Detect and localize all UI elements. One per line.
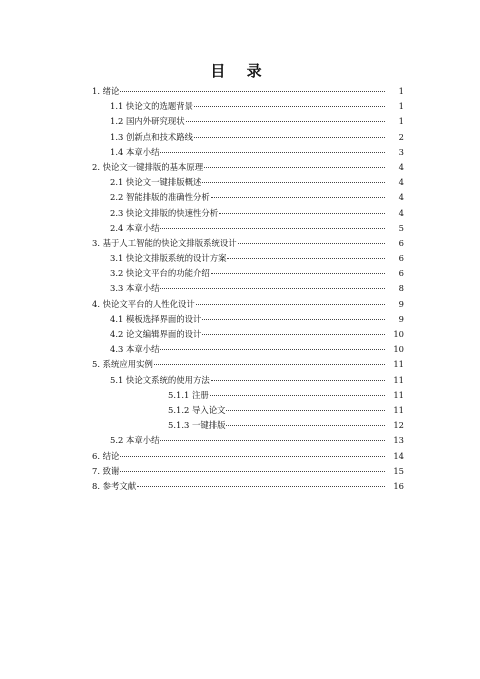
toc-dot-leader [160, 288, 385, 289]
toc-entry-label: 2.4 本章小结 [110, 222, 160, 233]
toc-entry[interactable] [0, 84, 480, 99]
toc-entry-label: 3. 基于人工智能的快论文排版系统设计 [92, 237, 237, 248]
toc-dot-leader [202, 319, 385, 320]
toc-page-number: 10 [393, 329, 404, 339]
toc-entry[interactable] [0, 175, 480, 190]
toc-dot-leader [120, 91, 385, 92]
toc-dot-leader [137, 486, 385, 487]
toc-page-number: 6 [398, 237, 404, 248]
toc-page-number: 1 [398, 116, 404, 127]
toc-entry[interactable] [0, 251, 480, 266]
toc-page-number: 5 [398, 222, 404, 233]
toc-page-number: 1 [398, 86, 404, 96]
toc-entry[interactable] [0, 342, 480, 357]
toc-entry-label: 5. 系统应用实例 [92, 359, 153, 370]
toc-entry-label: 2.1 快论文一键排版概述 [110, 177, 202, 188]
toc-dot-leader [160, 440, 385, 441]
toc-entry[interactable] [0, 145, 480, 160]
toc-entry[interactable] [0, 190, 480, 205]
toc-dot-leader [160, 152, 385, 153]
toc-page-number: 10 [393, 344, 404, 355]
toc-dot-leader [202, 334, 385, 335]
toc-entry-label: 5.1.3 一键排版 [168, 420, 226, 431]
toc-entry[interactable] [0, 114, 480, 129]
toc-dot-leader [194, 106, 385, 107]
toc-dot-leader [154, 364, 385, 365]
toc-dot-leader [160, 349, 385, 350]
toc-entry-label: 2. 快论文一键排版的基本原理 [92, 161, 204, 172]
toc-page-number: 4 [398, 207, 404, 218]
toc-page-number: 11 [393, 374, 404, 385]
toc-entry-label: 5.1.1 注册 [168, 389, 209, 400]
toc-entry[interactable] [0, 388, 480, 403]
toc-page-number: 16 [393, 480, 404, 491]
toc-entry[interactable] [0, 449, 480, 464]
toc-page-number: 4 [398, 177, 404, 188]
toc-entry[interactable] [0, 403, 480, 418]
toc-entry[interactable] [0, 221, 480, 236]
toc-dot-leader [238, 243, 385, 244]
toc-entry[interactable] [0, 312, 480, 327]
toc-entry[interactable] [0, 266, 480, 281]
toc-entry[interactable] [0, 418, 480, 433]
toc-dot-leader [210, 395, 385, 396]
toc-dot-leader [226, 410, 385, 411]
toc-entry-label: 1.3 创新点和技术路线 [110, 131, 193, 142]
toc-entry-label: 4.2 论文编辑界面的设计 [110, 329, 202, 339]
toc-entry-label: 2.2 智能排版的准确性分析 [110, 192, 210, 203]
toc-entry[interactable] [0, 357, 480, 372]
toc-list [0, 84, 480, 494]
toc-dot-leader [120, 456, 385, 457]
toc-page-number: 13 [393, 435, 404, 446]
toc-entry[interactable] [0, 236, 480, 251]
toc-entry-label: 3.2 快论文平台的功能介绍 [110, 268, 210, 279]
toc-dot-leader [196, 304, 385, 305]
toc-dot-leader [204, 167, 385, 168]
toc-entry-label: 6. 结论 [92, 450, 120, 461]
toc-page-number: 6 [398, 253, 404, 264]
toc-dot-leader [160, 228, 385, 229]
toc-entry-label: 8. 参考文献 [92, 480, 137, 491]
toc-entry-label: 1. 绪论 [92, 86, 120, 96]
toc-entry[interactable] [0, 327, 480, 342]
toc-page-number: 12 [393, 420, 404, 431]
toc-entry[interactable] [0, 479, 480, 494]
toc-entry-label: 1.1 快论文的选题背景 [110, 101, 193, 112]
toc-dot-leader [227, 258, 385, 259]
toc-page-number: 1 [398, 101, 404, 112]
toc-entry-label: 3.3 本章小结 [110, 283, 160, 294]
toc-page-number: 9 [398, 313, 404, 324]
toc-dot-leader [120, 471, 385, 472]
toc-entry-label: 5.1 快论文系统的使用方法 [110, 374, 210, 385]
toc-entry[interactable] [0, 433, 480, 448]
toc-page-number: 8 [398, 283, 404, 294]
toc-page-number: 4 [398, 161, 404, 172]
toc-dot-leader [211, 197, 385, 198]
toc-entry[interactable] [0, 130, 480, 145]
toc-entry-label: 5.1.2 导入论文 [168, 404, 226, 415]
toc-entry[interactable] [0, 99, 480, 114]
toc-entry-label: 7. 致谢 [92, 465, 120, 476]
toc-entry[interactable] [0, 373, 480, 388]
toc-dot-leader [202, 182, 385, 183]
toc-entry-label: 2.3 快论文排版的快速性分析 [110, 207, 219, 218]
toc-page-number: 14 [393, 450, 404, 461]
toc-page-number: 4 [398, 192, 404, 203]
toc-dot-leader [219, 213, 385, 214]
toc-dot-leader [186, 121, 385, 122]
toc-entry[interactable] [0, 464, 480, 479]
toc-page-number: 11 [393, 404, 404, 415]
toc-entry-label: 3.1 快论文排版系统的设计方案 [110, 253, 227, 264]
toc-entry[interactable] [0, 281, 480, 296]
toc-dot-leader [194, 137, 385, 138]
toc-page-number: 2 [398, 131, 404, 142]
toc-entry-label: 4.1 模板选择界面的设计 [110, 313, 202, 324]
toc-entry-label: 4. 快论文平台的人性化设计 [92, 298, 195, 309]
toc-entry[interactable] [0, 297, 480, 312]
toc-entry-label: 5.2 本章小结 [110, 435, 160, 446]
toc-dot-leader [211, 380, 385, 381]
toc-page-number: 9 [398, 298, 404, 309]
toc-page-number: 6 [398, 268, 404, 279]
toc-dot-leader [226, 425, 385, 426]
toc-entry[interactable] [0, 160, 480, 175]
toc-page-number: 15 [393, 465, 404, 476]
toc-page-number: 3 [398, 146, 404, 157]
toc-entry[interactable] [0, 206, 480, 221]
toc-entry-label: 1.2 国内外研究现状 [110, 116, 185, 127]
toc-entry-label: 4.3 本章小结 [110, 344, 160, 355]
toc-entry-label: 1.4 本章小结 [110, 146, 160, 157]
toc-page-number: 11 [393, 359, 404, 370]
toc-title: 目 录 [210, 62, 270, 80]
toc-dot-leader [211, 273, 385, 274]
toc-page-number: 11 [393, 389, 404, 400]
